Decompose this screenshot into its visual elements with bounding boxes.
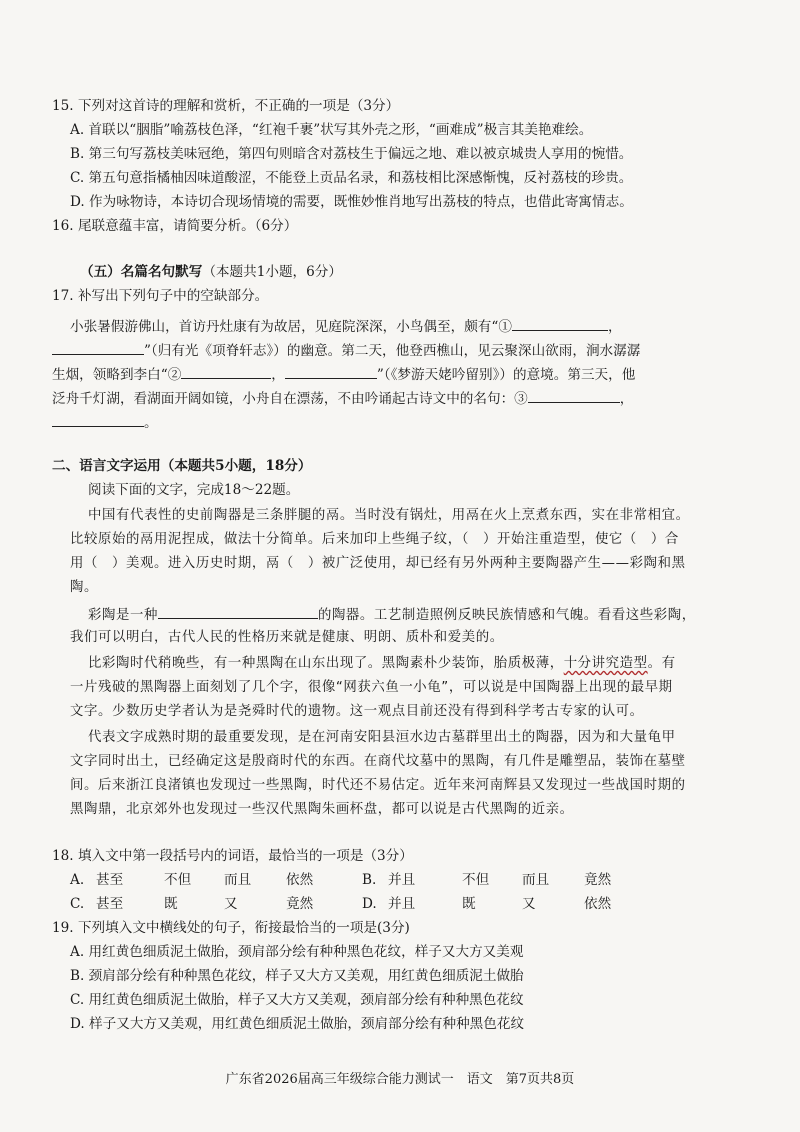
- q19-option-a: A. 用红黄色细质泥土做胎，颈肩部分绘有种种黑色花纹，样子又大方又美观: [70, 944, 524, 960]
- q18-c-w3: 又: [224, 896, 238, 912]
- q17-blank-3b[interactable]: [52, 412, 144, 427]
- section5-heading: [80, 262, 342, 282]
- q18-c-letter: C.: [70, 896, 85, 912]
- q18-a-letter: A.: [70, 872, 85, 888]
- passage-p4-line-2: 文字同时出土，已经确定这是殷商时代的东西。在商代坟墓中的黑陶，有几件是雕塑品，装饰在墓壁: [70, 754, 686, 769]
- q15-stem: 15. 下列对这首诗的理解和赏析，不正确的一项是（3分）: [52, 98, 400, 114]
- q18-c-w1: 甚至: [96, 896, 124, 912]
- q18-a-w2: 不但: [164, 872, 192, 888]
- q18-d-w1: 并且: [388, 896, 416, 912]
- q17-line-2: [52, 340, 640, 361]
- q17-line-3-c: ”（《梦游天姥吟留别》）的意境。第三天，他: [376, 367, 636, 383]
- q18-d-letter: D.: [362, 896, 377, 912]
- q17-line-1: [70, 316, 622, 337]
- q18-options-ab: [70, 870, 611, 890]
- section5-title: （五）名篇名句默写: [80, 264, 203, 280]
- q17-blank-2a[interactable]: [181, 364, 271, 379]
- passage-wavy-underline: 十分讲究造型: [563, 656, 648, 671]
- passage-p2-line-2: 我们可以明白，古代人民的性格历来就是健康、明朗、质朴和爱美的。: [70, 630, 504, 645]
- section2-title: 二、语言文字运用（本题共5小题，18分）: [52, 458, 312, 474]
- q15-option-d: D. 作为咏物诗，本诗切合现场情境的需要，既惟妙惟肖地写出荔枝的特点，也借此寄寓情志。: [70, 194, 633, 210]
- passage-p3-a: 比彩陶时代稍晚些，有一种黑陶在山东出现了。黑陶素朴少装饰，胎质极薄，: [88, 656, 564, 671]
- q15-option-b: B. 第三句写荔枝美味冠绝，第四句则暗含对荔枝生于偏远之地、难以被京城贵人享用的惋惜。: [70, 146, 633, 162]
- q17-line-3: [52, 364, 635, 385]
- passage-p2-a: 彩陶是一种: [88, 608, 158, 623]
- q19-option-d: D. 样子又大方又美观，用红黄色细质泥土做胎，颈肩部分绘有种种黑色花纹: [70, 1016, 525, 1032]
- passage-p3-line-3: 文字。少数历史学者认为是尧舜时代的遗物。这一观点目前还没有得到科学考古专家的认可。: [70, 704, 644, 719]
- q18-d-w4: 依然: [584, 896, 612, 912]
- q18-options-cd: [70, 894, 611, 914]
- passage-p2-line-1: [88, 604, 696, 626]
- q16-stem: 16. 尾联意蕴丰富，请简要分析。（6分）: [52, 218, 298, 234]
- q19-option-c: C. 用红黄色细质泥土做胎，样子又大方又美观，颈肩部分绘有种种黑色花纹: [70, 992, 524, 1008]
- passage-p3-c: 。有: [647, 656, 676, 671]
- page-footer: 广东省2026届高三年级综合能力测试一 语文 第7页共8页: [225, 1072, 575, 1087]
- q18-a-w4: 依然: [286, 872, 314, 888]
- q18-b-letter: B.: [362, 872, 377, 888]
- passage-p3-line-1: [88, 654, 676, 674]
- q18-d-w3: 又: [522, 896, 536, 912]
- passage-p1-line-4: 陶。: [70, 580, 98, 595]
- q17-blank-1a[interactable]: [512, 316, 608, 331]
- passage-p3-line-2: 一片残破的黑陶器上面刻划了几个字，很像“网获六鱼一小龟”，可以说是中国陶器上出现的最早期: [70, 680, 673, 695]
- q18-b-w4: 竟然: [584, 872, 612, 888]
- q18-d-w2: 既: [462, 896, 476, 912]
- q18-c-w4: 竟然: [286, 896, 314, 912]
- passage-p4-line-3: 间。后来浙江良渚镇也发现过一些黑陶，时代还不易估定。近年来河南辉县又发现过一些战国时期的: [70, 778, 686, 793]
- q18-b-w3: 而且: [522, 872, 550, 888]
- q17-line-4-end: ，: [619, 391, 634, 407]
- q17-stem: 17. 补写出下列句子中的空缺部分。: [52, 288, 269, 304]
- q18-a-w3: 而且: [224, 872, 252, 888]
- q18-b-w2: 不但: [462, 872, 490, 888]
- q17-line-2-text: ”（归有光《项脊轩志》）的幽意。第二天，他登西樵山，见云聚深山欲雨，涧水潺潺: [144, 343, 641, 359]
- q17-line-3-a: 生烟，领略到李白“②: [52, 367, 182, 383]
- section5-note: （本题共1小题，6分）: [202, 264, 342, 280]
- q17-blank-1b[interactable]: [52, 340, 144, 355]
- q17-line-4: [52, 388, 633, 409]
- passage-p4-line-4: 黑陶鼎，北京郊外也发现过一些汉代黑陶朱画杯盘，都可以说是古代黑陶的近亲。: [70, 802, 574, 817]
- q17-line-1-end: ，: [607, 319, 622, 335]
- passage-intro: 阅读下面的文字，完成18～22题。: [88, 482, 300, 498]
- q18-stem: 18. 填入文中第一段括号内的词语，最恰当的一项是（3分）: [52, 848, 413, 864]
- q17-blank-3a[interactable]: [528, 388, 620, 403]
- passage-blank[interactable]: [158, 604, 318, 619]
- q18-c-w2: 既: [164, 896, 178, 912]
- passage-p1-line-2: 比较原始的鬲用泥捏成，做法十分简单。后来加印上些绳子纹，（ ）开始注重造型，使它（ ）合: [70, 532, 679, 547]
- passage-p1-line-3: 用（ ）美观。进入历史时期，鬲（ ）被广泛使用，却已经有另外两种主要陶器产生——彩陶和黑: [70, 556, 686, 571]
- q17-line-3-b: ，: [271, 367, 285, 383]
- q18-a-w1: 甚至: [96, 872, 124, 888]
- q15-option-a: A. 首联以“胭脂”喻荔枝色泽，“红袍千裹”状写其外壳之形，“画难成”极言其美艳难绘。: [70, 122, 593, 138]
- q15-option-c: C. 第五句意指橘柚因味道酸涩，不能登上贡品名录，和荔枝相比深感惭愧，反衬荔枝的珍贵。: [70, 170, 633, 186]
- q19-option-b: B. 颈肩部分绘有种种黑色花纹，样子又大方又美观，用红黄色细质泥土做胎: [70, 968, 524, 984]
- q17-line-1-text: 小张暑假游佛山，首访丹灶康有为故居，见庭院深深，小鸟偶至，颇有“①: [70, 319, 512, 335]
- q17-blank-2b[interactable]: [285, 364, 377, 379]
- q17-line-5-end: 。: [144, 415, 158, 431]
- q19-stem: 19. 下列填入文中横线处的句子，衔接最恰当的一项是(3分): [52, 920, 410, 936]
- q18-b-w1: 并且: [388, 872, 416, 888]
- passage-p2-b: 的陶器。工艺制造照例反映民族情感和气魄。看看这些彩陶，: [317, 608, 696, 623]
- q17-line-4-text: 泛舟千灯湖，看湖面开阔如镜，小舟自在漂荡，不由吟诵起古诗文中的名句：③: [52, 391, 528, 407]
- passage-p1-line-1: 中国有代表性的史前陶器是三条胖腿的鬲。当时没有锅灶，用鬲在火上烹煮东西，实在非常相宜。: [88, 508, 690, 523]
- passage-p4-line-1: 代表文字成熟时期的最重要发现，是在河南安阳县洹水边古墓群里出土的陶器，因为和大量龟甲: [88, 730, 676, 745]
- q17-line-5: [52, 412, 158, 433]
